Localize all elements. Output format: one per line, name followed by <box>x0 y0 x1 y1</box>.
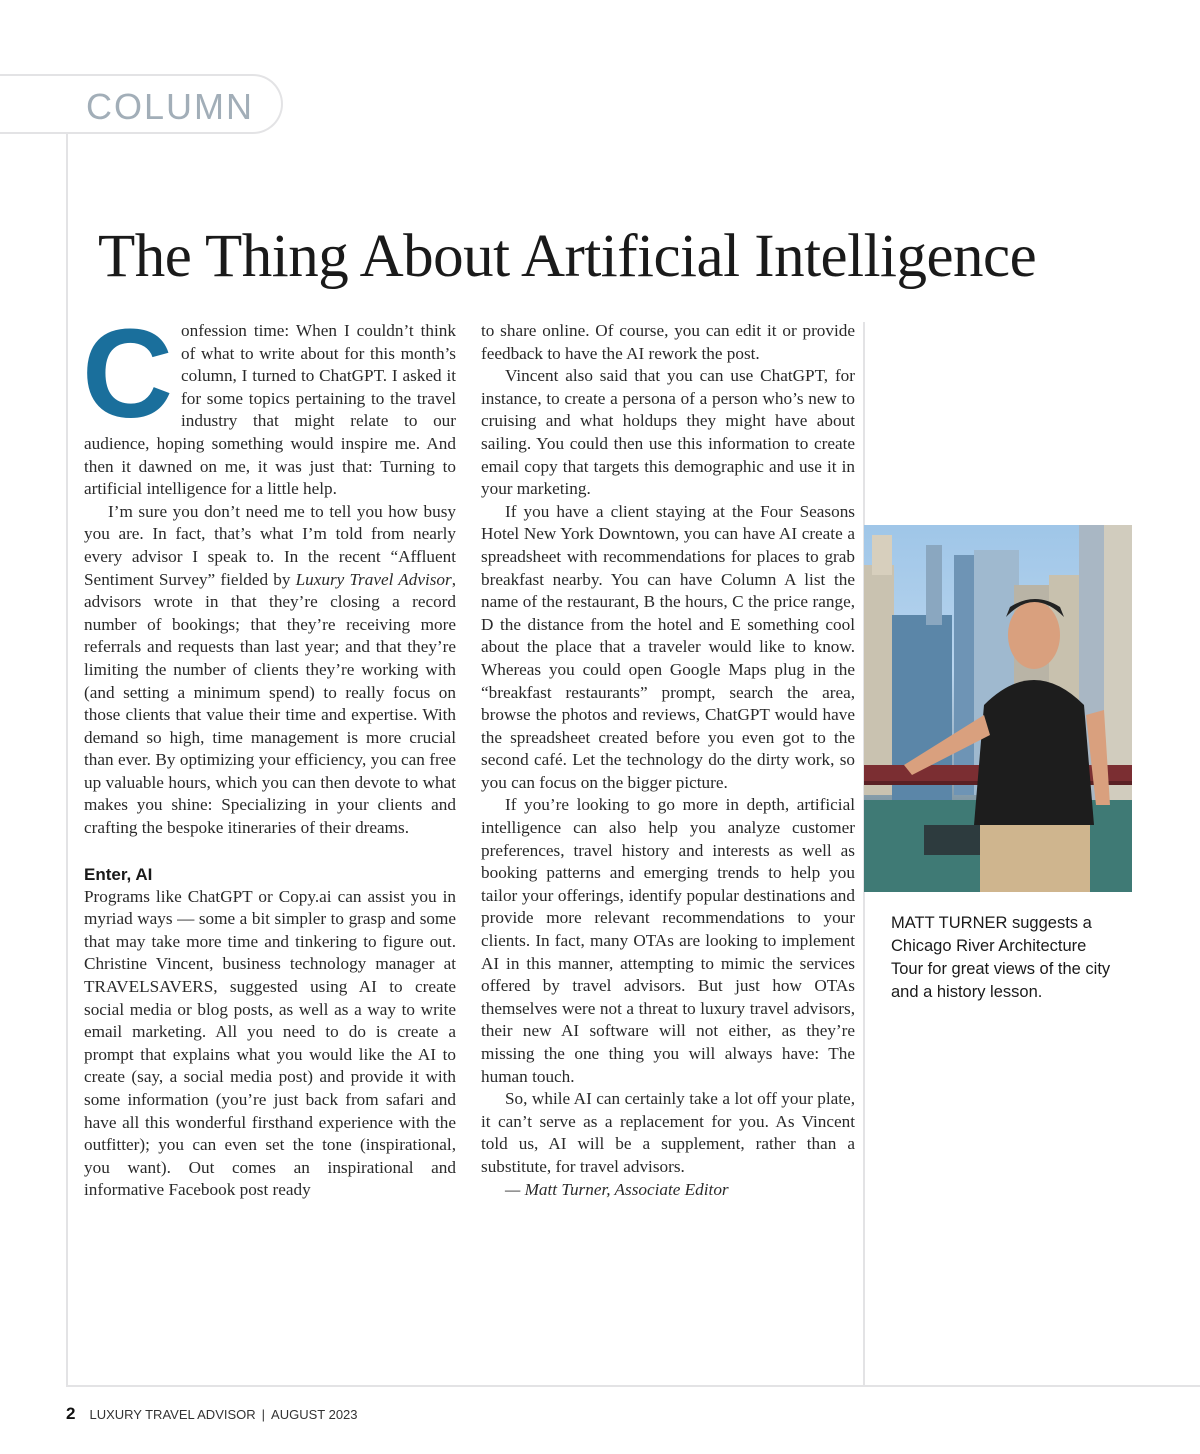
paragraph-programs: Programs like ChatGPT or Copy.ai can assist you in myriad ways — some a bit simpler to grasp and some that may take more time and tinkering to figure out. Christine Vincent, business technology manager at TRAVELSAVERS, suggested using AI to create social media or blog posts, as well as a way to write email marketing. All you need to do is create a prompt that explains what you would like the AI to create (say, a social media post) and provide it with some information (you’re just back from safari and have all this wonderful firsthand experience with the outfitter); you can even set the tone (inspirational, you want). Out comes an inspirational and informative Facebook post ready <box>84 886 456 1200</box>
paragraph-busy-text-b: , advisors wrote in that they’re closing a record number of bookings; that they’re receiving more referrals and requests than last year; and that they’re limiting the number of clients they’re working with (and setting a minimum spend) to really focus on those clients that value their time and expertise. With demand so high, time management is more crucial than ever. By optimizing your efficiency, you can free up valuable hours, which you can then devote to what makes you shine: Specializing in your clients and crafting the bespoke itineraries of their dreams. <box>84 569 456 838</box>
paragraph-spreadsheet: If you have a client staying at the Four Seasons Hotel New York Downtown, you can have AI create a spreadsheet with recommendations for places to grab breakfast nearby. You can have Column A list the name of the restaurant, B the hours, C the price range, D the distance from the hotel and E something cool about the place that a traveler would like to know. Whereas you could open Google Maps plug in the “breakfast restaurants” prompt, search the area, browse the photos and reviews, ChatGPT would have the spreadsheet created before you even got to the second café. Let the technology do the dirty work, so you can focus on the bigger picture. <box>481 501 855 792</box>
paragraph-busy-text-a: I’m sure you don’t need me to tell you how busy you are. In fact, that’s what I’m told from nearly every advisor I speak to. In the recent “Affluent Sentiment Survey” fielded by <box>84 501 456 589</box>
byline: — Matt Turner, Associate Editor <box>505 1179 729 1199</box>
paragraph-conclusion: So, while AI can certainly take a lot off your plate, it can’t serve as a replacement for you. As Vincent told us, AI will be a supplement, rather than a substitute, for travel advisors. <box>481 1089 855 1176</box>
author-photo-illustration <box>864 525 1132 892</box>
page-number: 2 <box>66 1404 76 1423</box>
frame-rule-left <box>66 134 68 1386</box>
photo-caption: MATT TURNER suggests a Chicago River Architecture Tour for great views of the city and a history lesson. <box>891 914 1111 1001</box>
section-label: COLUMN <box>86 86 255 127</box>
article-title: The Thing About Artificial Intelligence <box>98 223 1037 290</box>
paragraph-depth: If you’re looking to go more in depth, artificial intelligence can also help you analyze customer preferences, travel history and interests as well as booking patterns and emerging trends to help you tailor your offerings, identify popular destinations and provide more relevant recommendations to your clients. In fact, many OTAs are looking to implement AI in this manner, attempting to mimic the services offered by travel advisors. But just how OTAs themselves were not a threat to luxury travel advisors, their new AI software will not either, as they’re missing the one thing you will always have: The human touch. <box>481 795 855 1086</box>
author-photo <box>864 525 1132 892</box>
magazine-name: Luxury Travel Advisor <box>295 569 452 589</box>
footer-separator: | <box>261 1407 266 1422</box>
page-footer <box>66 1404 358 1424</box>
paragraph-intro-text: onfession time: When I couldn’t think of what to write about for this month’s column, I turned to ChatGPT. I asked it for some topics pertaining to the travel industry that might relate to our audience, hoping something would inspire me. And then it dawned on me, it was just that: Turning to artificial intelligence for a little help. <box>84 321 456 499</box>
subhead: Enter, AI <box>84 864 153 884</box>
article-column-2 <box>481 320 855 1201</box>
issue-date: AUGUST 2023 <box>271 1407 358 1422</box>
paragraph-persona: Vincent also said that you can use ChatGPT, for instance, to create a persona of a person who’s new to cruising and what holdups they might have about sailing. You could then use this information to create email copy that targets this demographic and use it in your marketing. <box>481 366 855 499</box>
frame-rule-bottom <box>66 1385 1200 1387</box>
publication-name: LUXURY TRAVEL ADVISOR <box>89 1407 256 1422</box>
paragraph-intro <box>82 303 456 501</box>
dropcap: C <box>82 303 173 444</box>
article-column-1 <box>82 303 456 1202</box>
paragraph-busy <box>84 501 456 840</box>
paragraph-programs-cont: to share online. Of course, you can edit it or provide feedback to have the AI rework the post. <box>481 321 855 363</box>
